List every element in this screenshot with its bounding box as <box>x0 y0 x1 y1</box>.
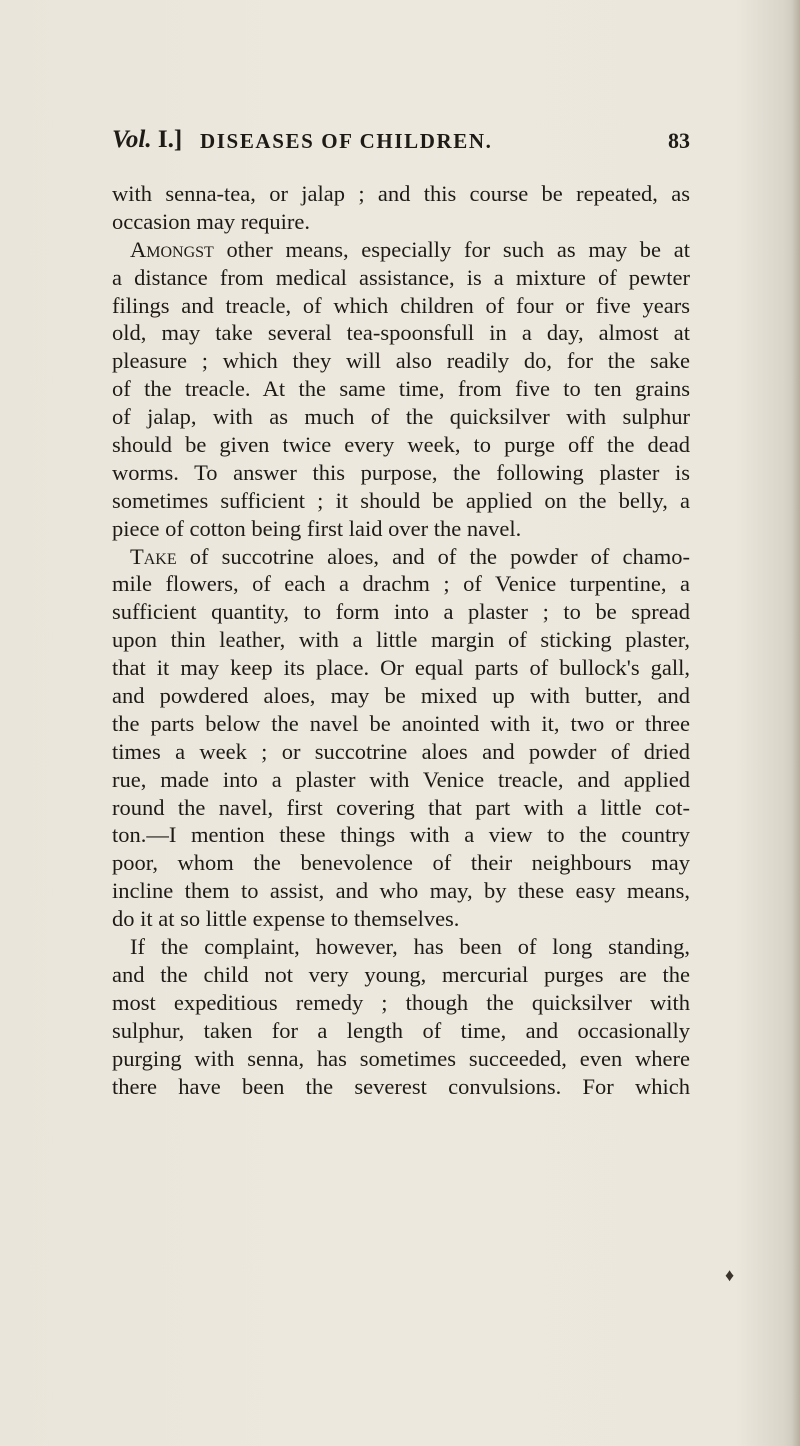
text-line: If the complaint, however, has been of long standing, <box>130 934 690 960</box>
text-line: upon thin leather, with a little margin of sticking plaster, <box>112 627 690 653</box>
text-line: occasion may require. <box>112 208 311 234</box>
text-line: piece of cotton being first laid over the navel. <box>112 515 522 541</box>
text-line: ton.—I mention these things with a view to the country <box>112 822 690 848</box>
text-line: old, may take several tea-spoonsfull in a day, almost at <box>112 320 690 346</box>
text-line: sulphur, taken for a length of time, and occasionally <box>112 1017 690 1043</box>
text-line: filings and treacle, of which children of four or five years <box>112 292 690 318</box>
text-line: mile flowers, of each a drachm ; of Venice turpentine, a <box>112 571 690 597</box>
running-head <box>112 126 690 160</box>
volume-label: Vol. I.] <box>112 126 183 153</box>
page-edge-shadow <box>792 0 800 1446</box>
printer-mark: ♦ <box>725 1265 735 1285</box>
page-number: 83 <box>668 128 690 153</box>
text-line: do it at so little expense to themselves. <box>112 906 460 932</box>
text-line: sometimes sufficient ; it should be applied on the belly, a <box>112 487 690 513</box>
text-line: most expeditious remedy ; though the quicksilver with <box>112 989 690 1015</box>
text-line: round the navel, first covering that part with a little cot- <box>112 794 690 820</box>
text-line: pleasure ; which they will also readily do, for the sake <box>112 348 690 374</box>
text-line: worms. To answer this purpose, the following plaster is <box>112 459 690 485</box>
chapter-title: DISEASES OF CHILDREN. <box>200 129 493 153</box>
text-line: and the child not very young, mercurial purges are the <box>112 961 690 987</box>
text-line: rue, made into a plaster with Venice treacle, and applied <box>112 766 690 792</box>
text-line: incline them to assist, and who may, by these easy means, <box>112 878 690 904</box>
text-line: that it may keep its place. Or equal parts of bullock's gall, <box>112 655 690 681</box>
text-line: a distance from medical assistance, is a mixture of pewter <box>112 264 690 290</box>
text-line: and powdered aloes, may be mixed up with butter, and <box>112 683 690 709</box>
body-text <box>112 180 690 1100</box>
text-line: Take of succotrine aloes, and of the powder of chamo- <box>130 543 690 569</box>
text-line: of the treacle. At the same time, from five to ten grains <box>112 376 690 402</box>
text-line: times a week ; or succotrine aloes and powder of dried <box>112 738 690 764</box>
text-line: Amongst other means, especially for such as may be at <box>130 236 690 262</box>
text-line: poor, whom the benevolence of their neighbours may <box>112 850 690 876</box>
text-line: purging with senna, has sometimes succeeded, even where <box>112 1045 690 1071</box>
text-line: the parts below the navel be anointed with it, two or three <box>112 710 690 736</box>
text-line: sufficient quantity, to form into a plaster ; to be spread <box>112 599 690 625</box>
text-line: should be given twice every week, to purge off the dead <box>112 432 690 458</box>
text-line: there have been the severest convulsions. For which <box>112 1073 690 1099</box>
text-line: of jalap, with as much of the quicksilver with sulphur <box>112 404 690 430</box>
text-line: with senna-tea, or jalap ; and this course be repeated, as <box>112 181 690 206</box>
